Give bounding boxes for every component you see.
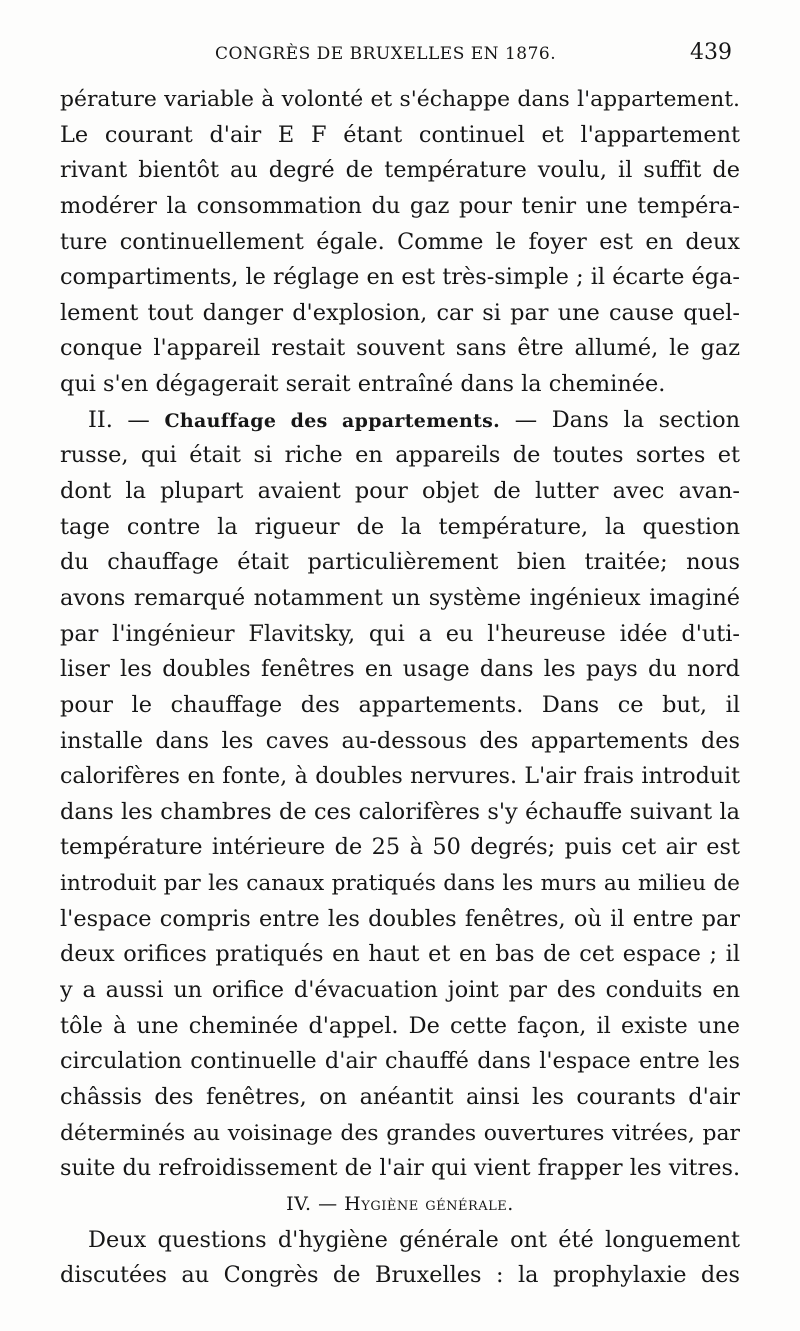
running-head: CONGRÈS DE BRUXELLES EN 1876. [215,44,557,64]
text-line: deux orifices pratiqués en haut et en bas de cet espace ; il [60,941,740,968]
text-line: pérature variable à volonté et s'échappe dans l'appartement. [60,87,740,112]
text-line: tôle à une cheminée d'appel. De cette façon, il existe une [60,1012,740,1039]
text-line: y a aussi un orifice d'évacuation joint par des conduits en [60,977,740,1004]
show-through-left [0,60,55,1300]
text-line: pour le chauffage des appartements. Dans ce but, il [60,691,740,718]
text-line: du chauffage était particulièrement bien traitée; nous [60,549,740,576]
text-line: compartiments, le réglage en est très-simple ; il écarte éga- [60,264,740,291]
text-line: modérer la consommation du gaz pour tenir une tempéra- [60,192,740,219]
text-line: Deux questions d'hygiène générale ont été longuement [88,1226,740,1253]
text-line: discutées au Congrès de Bruxelles : la prophylaxie des [60,1262,740,1289]
text-line: par l'ingénieur Flavitsky, qui a eu l'heureuse idée d'uti- [60,620,740,647]
body-text [60,82,740,1294]
text-line: liser les doubles fenêtres en usage dans les pays du nord [60,656,740,683]
section-number: II. — [88,406,165,433]
subsection-heading: Chauffage des appartements. [164,409,501,432]
text-line: circulation continuelle d'air chauffé dans l'espace entre les [60,1048,740,1075]
page-number: 439 [690,40,732,65]
text-line: introduit par les canaux pratiqués dans les murs au milieu de [60,871,740,897]
paragraph-heading-line [60,403,740,439]
text-line: lement tout danger d'explosion, car si par une cause quel- [60,299,740,326]
show-through-right [745,60,800,1300]
text-line: tage contre la rigueur de la température, la question [60,513,740,540]
text-line: avons remarqué notamment un système ingénieux imaginé [60,584,740,611]
text-fragment: — Dans la section [500,406,740,433]
text-line: l'espace compris entre les doubles fenêtres, où il entre par [60,905,740,932]
section-heading: IV. — Hygiène générale. [286,1192,514,1215]
text-line: ture continuellement égale. Comme le foyer est en deux [60,228,740,255]
text-line: dans les chambres de ces calorifères s'y échauffe suivant la [60,798,740,825]
page-header [0,36,800,76]
text-line: dont la plupart avaient pour objet de lutter avec avan- [60,478,740,505]
text-line: châssis des fenêtres, on anéantit ainsi les courants d'air [60,1083,740,1110]
text-line: température intérieure de 25 à 50 degrés; puis cet air est [60,834,740,861]
text-line: qui s'en dégagerait serait entraîné dans la cheminée. [60,371,666,398]
text-line: rivant bientôt au degré de température voulu, il suffit de [60,157,740,184]
text-line: déterminés au voisinage des grandes ouvertures vitrées, par [60,1120,740,1146]
text-line: conque l'appareil restait souvent sans être allumé, le gaz [60,335,740,362]
text-line: russe, qui était si riche en appareils de toutes sortes et [60,442,740,469]
text-line: Le courant d'air E F étant continuel et l'appartement [60,121,740,148]
text-line: suite du refroidissement de l'air qui vient frapper les vitres. [60,1155,740,1182]
text-line: calorifères en fonte, à doubles nervures. L'air frais introduit [60,763,740,790]
text-line: installe dans les caves au-dessous des appartements des [60,727,740,754]
